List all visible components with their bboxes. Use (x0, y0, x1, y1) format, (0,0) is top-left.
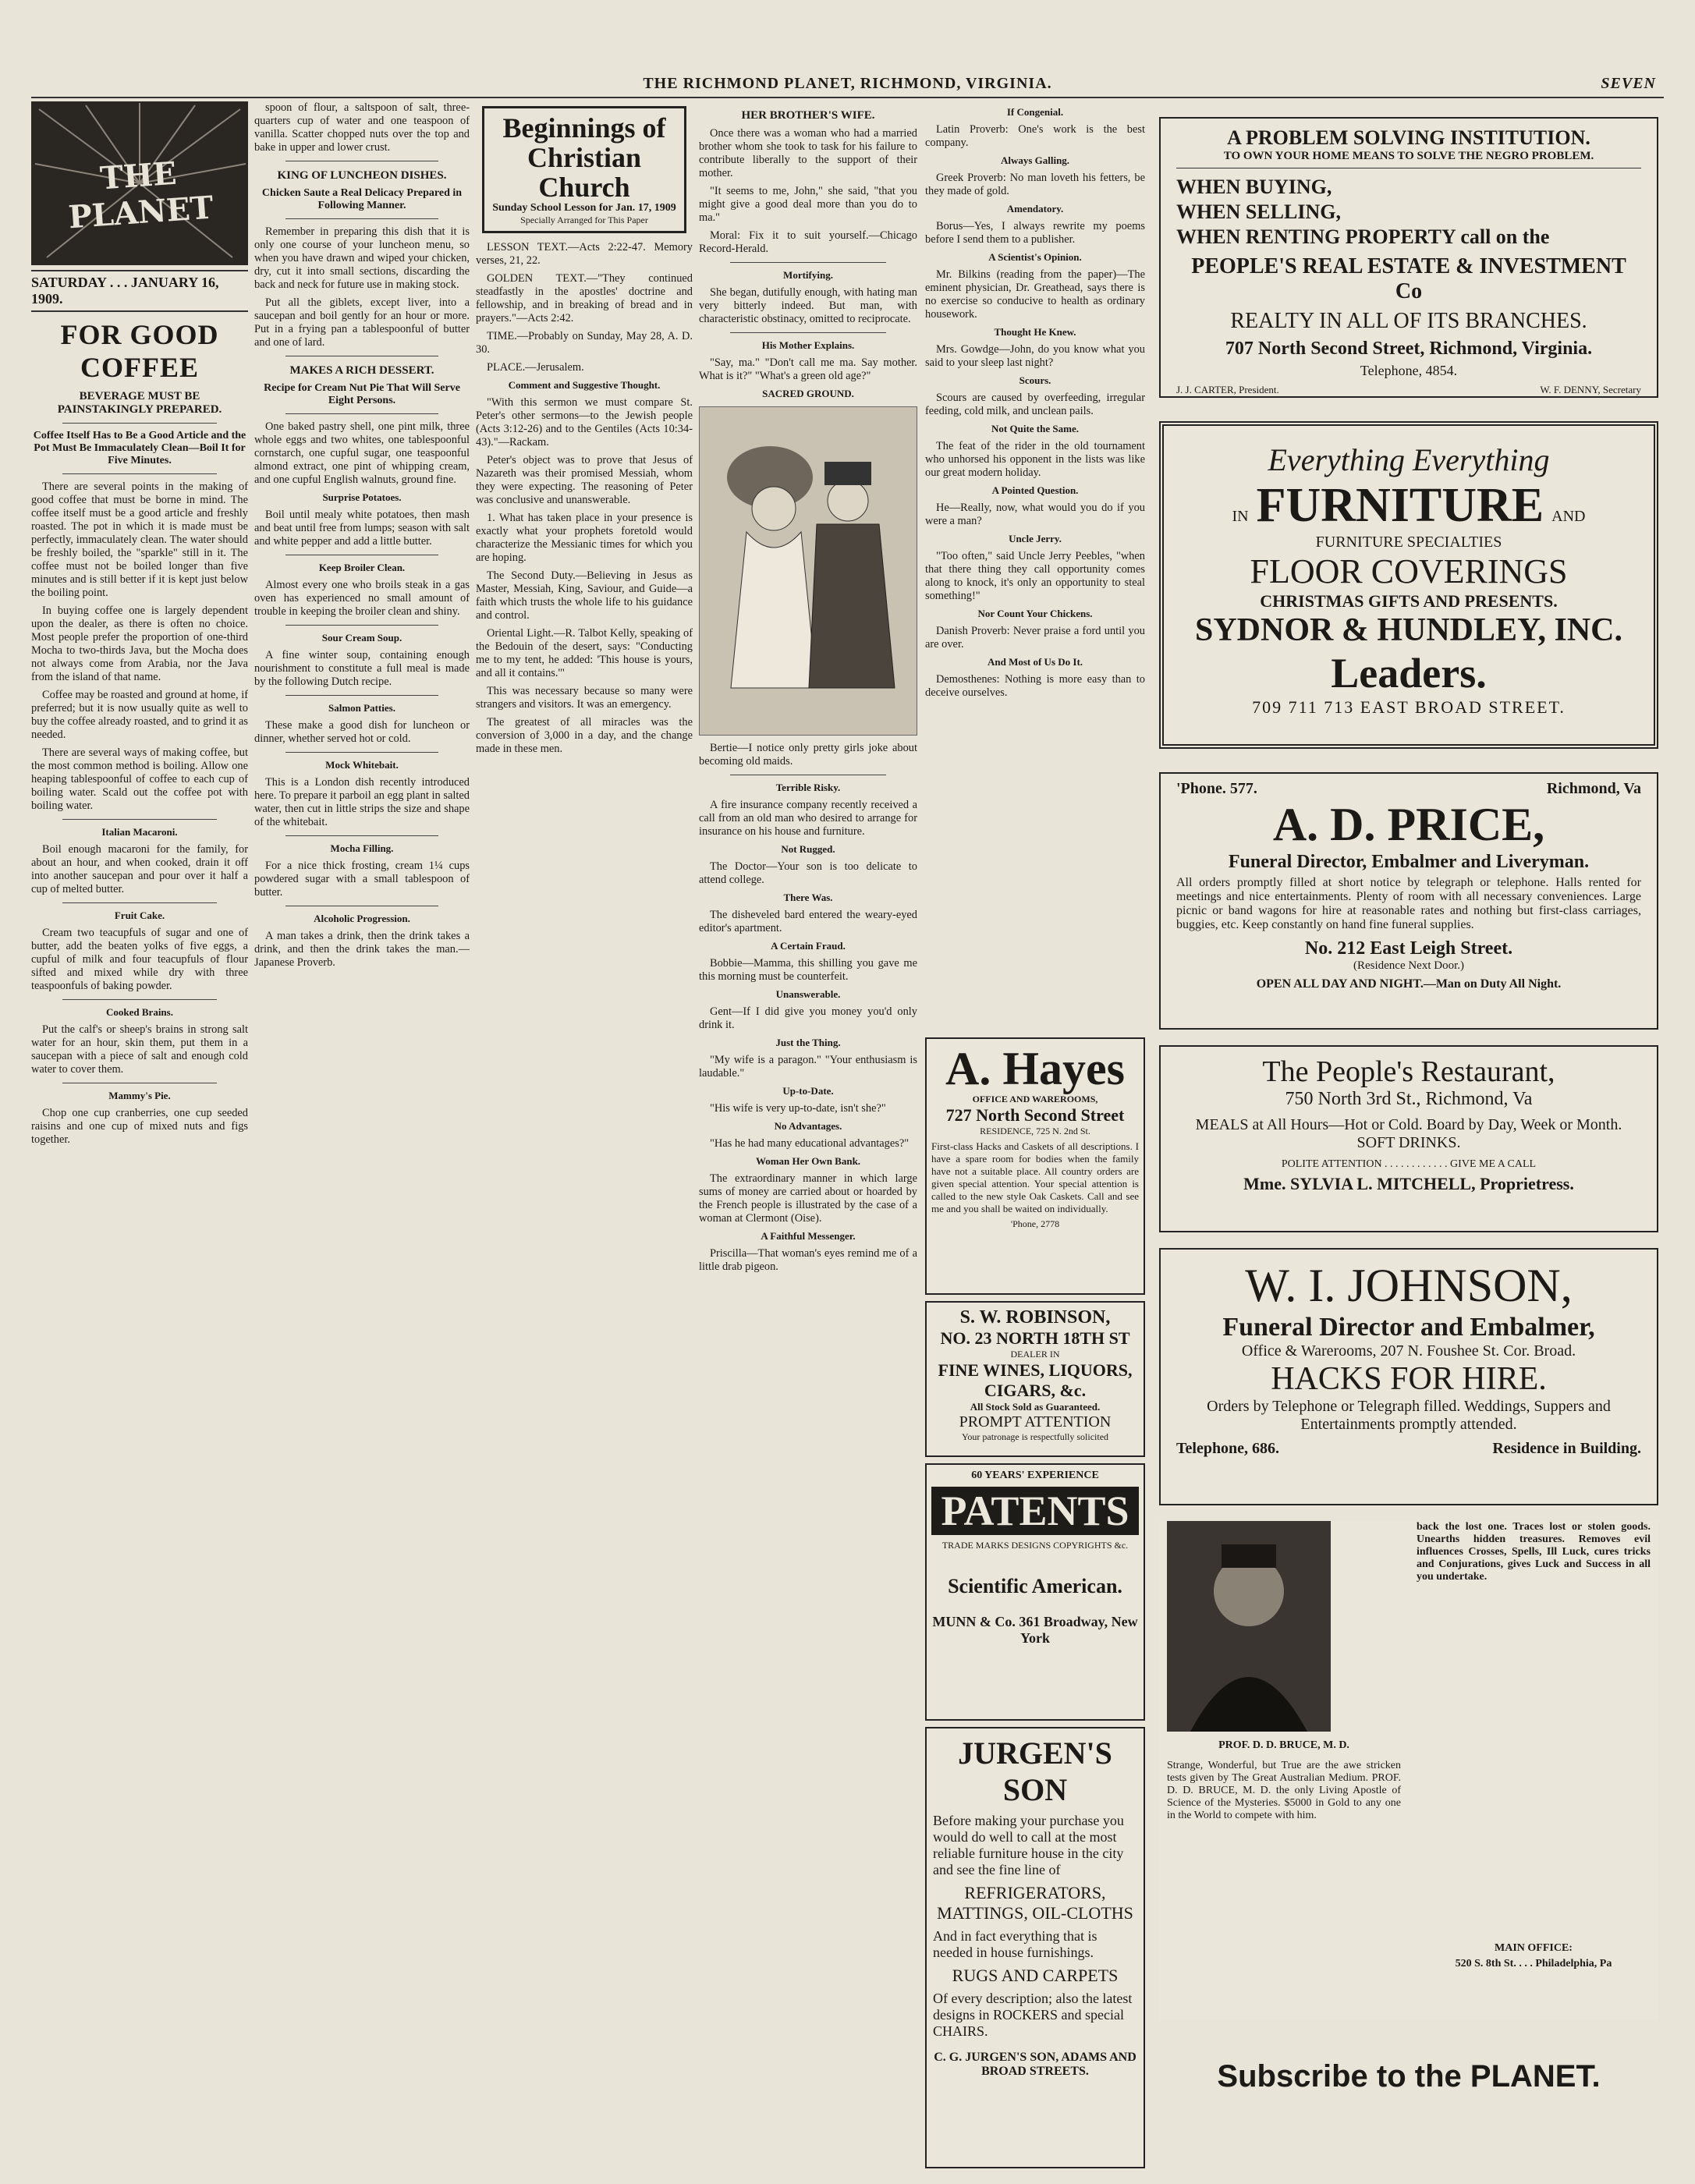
article-paragraph: GOLDEN TEXT.—"They continued steadfastly in the apostles' doctrine and fellowship, and in breaking of bread and in prayers."—Acts 2:42. (476, 272, 693, 324)
robinson-dealer: DEALER IN (1010, 1349, 1060, 1360)
heading-galling: Always Galling. (1000, 154, 1070, 166)
heading-dessert: MAKES A RICH DESSERT. (289, 364, 434, 377)
heading-mortifying: Mortifying. (783, 269, 833, 281)
patents-munn: MUNN & Co. 361 Broadway, New York (932, 1614, 1138, 1646)
heading-not-rugged: Not Rugged. (781, 843, 835, 855)
jurgens-goods: REFRIGERATORS, MATTINGS, OIL-CLOTHS (937, 1883, 1133, 1923)
heading-potatoes: Surprise Potatoes. (322, 491, 402, 503)
deck-luncheon: Chicken Saute a Real Delicacy Prepared in Following Manner. (261, 187, 463, 211)
bruce-portrait (1167, 1521, 1331, 1732)
sh-floor: FLOOR COVERINGS (1250, 552, 1568, 590)
article-paragraph: "My wife is a paragon." "Your enthusiasm is laudable." (699, 1054, 917, 1080)
article-paragraph: Borus—Yes, I always rewrite my poems before I send them to a publisher. (925, 220, 1145, 246)
price-body: All orders promptly filled at short notice by telegraph or telephone. Halls rented for meetings and nice entertainments. Plenty of room with all necessary conveniences. Large picnic or band wagons for hire at reasonable rates and nothing but first-class carriages, buggies, etc. Keep constantly on hand fine funeral supplies. (1176, 876, 1641, 931)
column-2 (254, 101, 470, 2168)
article-paragraph: This was necessary because so many were strangers and visitors. It was an emergency. (476, 685, 693, 711)
ad-sydnor-hundley (1159, 421, 1658, 749)
heading-pointed: A Pointed Question. (991, 484, 1079, 496)
article-paragraph: Cream two teacupfuls of sugar and one of butter, add the beaten yolks of five eggs, a cupful of milk and four teacupfuls of flour sifted and mixed while dry with three teaspoonfuls of baking powder. (31, 927, 248, 992)
price-city: Richmond, Va (1546, 780, 1641, 797)
subscribe-banner: Subscribe to the PLANET. (1217, 2059, 1601, 2094)
patents-years: 60 YEARS' EXPERIENCE (971, 1470, 1099, 1481)
article-paragraph: For a nice thick frosting, cream 1¼ cups powdered sugar with a small tablespoon of butter. (254, 860, 470, 899)
article-paragraph: "With this sermon we must compare St. Peter's other sermons—to the Jewish people (Acts 3:12-26) and to the Gentiles (Acts 10:34-43)."—Rackam. (476, 396, 693, 448)
masthead (31, 75, 1664, 98)
robinson-note: All Stock Sold as Guaranteed. (970, 1401, 1101, 1413)
sh-in: IN (1232, 508, 1249, 525)
jurgens-body: Before making your purchase you would do well to call at the most reliable furniture house in the city and see the fine line of (933, 1813, 1124, 1877)
article-paragraph: Put the calf's or sheep's brains in strong salt water for an hour, skin them, put them in a saucepan with a piece of salt and enough cold water to cover them. (31, 1023, 248, 1076)
heading-alcoholic: Alcoholic Progression. (314, 913, 410, 924)
heading-mother-explains: His Mother Explains. (761, 339, 855, 351)
article-paragraph: PLACE.—Jerusalem. (487, 361, 584, 374)
article-paragraph: The disheveled bard entered the weary-eyed editor's apartment. (699, 909, 917, 934)
article-paragraph: Mrs. Gowdge—John, do you know what you said to your sleep last night? (925, 343, 1145, 369)
bruce-caption: PROF. D. D. BRUCE, M. D. (1218, 1739, 1349, 1751)
heading-unanswerable: Unanswerable. (775, 988, 841, 1000)
article-paragraph: 1. What has taken place in your presence is exactly what your prophets foretold would characterize the Messianic times for which you are hoping. (476, 512, 693, 564)
article-paragraph: Gent—If I did give you money you'd only drink it. (699, 1005, 917, 1031)
psi-title: A PROBLEM SOLVING INSTITUTION. (1227, 126, 1590, 149)
heading-brothers-wife: HER BROTHER'S WIFE. (741, 109, 875, 122)
illustration-caption: Bertie—I notice only pretty girls joke about becoming old maids. (699, 742, 917, 768)
heading-most-of-us: And Most of Us Do It. (987, 656, 1083, 668)
heading-not-same: Not Quite the Same. (991, 423, 1079, 434)
article-paragraph: "Has he had many educational advantages?" (710, 1137, 910, 1150)
ad-restaurant (1159, 1045, 1658, 1232)
article-paragraph: Scours are caused by overfeeding, irregular feeding, cold milk, and unclean pails. (925, 392, 1145, 417)
heading-uncle-jerry: Uncle Jerry. (1009, 533, 1062, 544)
johnson-hacks: HACKS FOR HIRE. (1271, 1361, 1547, 1397)
price-phone: 'Phone. 577. (1176, 780, 1257, 797)
sh-name: SYDNOR & HUNDLEY, INC. (1194, 612, 1622, 648)
issue-date: SATURDAY . . . JANUARY 16, 1909. (31, 270, 248, 312)
heading-up-to-date: Up-to-Date. (782, 1085, 834, 1097)
restaurant-polite: POLITE ATTENTION . . . . . . . . . . . . GIVE ME A CALL (1281, 1158, 1537, 1170)
column-1 (31, 101, 248, 2168)
sacred-ground-illustration (699, 406, 917, 736)
robinson-goods: FINE WINES, LIQUORS, CIGARS, &c. (938, 1360, 1133, 1400)
johnson-title: Funeral Director and Embalmer, (1222, 1313, 1595, 1342)
robinson-name: S. W. ROBINSON, (959, 1307, 1111, 1328)
article-paragraph: Remember in preparing this dish that it is only one course of your luncheon menu, so when you have drawn and wiped your chicken, dry, cut it into small sections, discarding the back and neck for future use in making stock. (254, 225, 470, 291)
restaurant-name: The People's Restaurant, (1262, 1055, 1555, 1088)
lesson-title: Beginnings of Christian Church (502, 112, 666, 203)
article-paragraph: Danish Proverb: Never praise a ford until you are over. (925, 625, 1145, 651)
hayes-name: A. Hayes (945, 1043, 1125, 1094)
robinson-patronage: Your patronage is respectfully solicited (961, 1431, 1109, 1442)
psi-president: J. J. CARTER, President. (1176, 384, 1279, 395)
article-paragraph: Chop one cup cranberries, one cup seeded raisins and one cup of mixed nuts and figs together. (31, 1107, 248, 1146)
heading-mocha: Mocha Filling. (330, 842, 394, 854)
sh-address: 709 711 713 EAST BROAD STREET. (1252, 697, 1566, 717)
article-paragraph: Once there was a woman who had a married brother whom she took to task for his failure to contribute liberally to the support of their mother. (699, 127, 917, 179)
bruce-body: Strange, Wonderful, but True are the awe stricken tests given by The Great Australian Medium. PROF. D. D. BRUCE, M. D. the only Living Apostle of Science of the Mysteries. $5000 in Gold to any one in the World to compete with him. (1167, 1760, 1401, 1821)
article-paragraph: She began, dutifully enough, with hating man very bitterly indeed. But man, with characteristic obstinacy, omitted to reciprocate. (699, 286, 917, 325)
patents-sub: TRADE MARKS DESIGNS COPYRIGHTS &c. (941, 1540, 1129, 1551)
article-paragraph: "Too often," said Uncle Jerry Peebles, "when that there thing they call opportunity comes along to knock, it's only an opportunity to steal something!" (925, 550, 1145, 602)
heading-amendatory: Amendatory. (1006, 203, 1064, 214)
robinson-prompt: PROMPT ATTENTION (959, 1413, 1112, 1431)
bruce-address: 520 S. 8th St. . . . Philadelphia, Pa (1455, 1958, 1612, 1970)
illustration-title: SACRED GROUND. (762, 388, 854, 399)
article-paragraph: The greatest of all miracles was the conversion of 3,000 in a day, and the change made in these men. (476, 716, 693, 755)
sh-everything: Everything Everything (1268, 442, 1550, 477)
ad-real-estate (1159, 117, 1658, 398)
article-paragraph: Boil until mealy white potatoes, then mash and beat until free from lumps; season with salt and white pepper and add a little butter. (254, 509, 470, 548)
johnson-phone: Telephone, 686. (1176, 1440, 1280, 1457)
heading-scours: Scours. (1019, 374, 1051, 386)
ad-johnson (1159, 1248, 1658, 1505)
article-paragraph: Coffee may be roasted and ground at home, if preferred; but it is now usually quite as well to buy the coffee already roasted, and to grind it as needed. (31, 689, 248, 741)
heading-whitebait: Mock Whitebait. (325, 759, 399, 771)
article-paragraph: The extraordinary manner in which large sums of money are carried about or hoarded by the French people is illustrated by the case of a woman at Clermont (Oise). (699, 1172, 917, 1225)
heading-thought-knew: Thought He Knew. (994, 326, 1076, 338)
johnson-office: Office & Warerooms, 207 N. Foushee St. Cor. Broad. (1241, 1342, 1576, 1360)
heading-congenial: If Congenial. (1006, 106, 1064, 118)
johnson-body: Orders by Telephone or Telegraph filled. Weddings, Suppers and Entertainments promptly attended. (1207, 1398, 1611, 1433)
ad-patents (925, 1463, 1145, 1721)
article-paragraph: Put all the giblets, except liver, into a saucepan and boil gently for an hour or more. Put in a frying pan a tablespoonful of butter and one of lard. (254, 296, 470, 349)
ad-bruce (1159, 1521, 1658, 2020)
restaurant-meals: MEALS at All Hours—Hot or Cold. Board by Day, Week or Month. SOFT DRINKS. (1195, 1116, 1622, 1151)
article-paragraph: The Second Duty.—Believing in Jesus as Master, Messiah, King, Saviour, and Guide—a faith which trusts the whole life to his guidance and control. (476, 569, 693, 622)
jurgens-body-3: Of every description; also the latest designs in ROCKERS and special CHAIRS. (933, 1991, 1133, 2039)
article-paragraph: The Doctor—Your son is too delicate to attend college. (699, 860, 917, 886)
heading-risky: Terrible Risky. (775, 782, 841, 793)
heading-messenger: A Faithful Messenger. (761, 1230, 856, 1242)
column-5 (925, 101, 1145, 1037)
restaurant-address: 750 North 3rd St., Richmond, Va (1285, 1089, 1533, 1109)
portrait-icon (1167, 1521, 1331, 1732)
heading-there-was: There Was. (783, 892, 833, 903)
article-paragraph: TIME.—Probably on Sunday, May 28, A. D. 30. (476, 330, 693, 356)
hayes-address: 727 North Second Street (945, 1105, 1125, 1125)
ad-hayes (925, 1037, 1145, 1295)
deck-coffee: BEVERAGE MUST BE PAINSTAKINGLY PREPARED. (57, 390, 222, 416)
psi-address: 707 North Second Street, Richmond, Virginia. (1225, 339, 1593, 359)
jurgens-title: JURGEN'S SON (958, 1736, 1112, 1807)
bruce-main-office: MAIN OFFICE: (1495, 1942, 1573, 1954)
hayes-office: OFFICE AND WAREROOMS, (972, 1094, 1098, 1104)
article-paragraph: Oriental Light.—R. Talbot Kelly, speaking of the Bedouin of the desert, says: "Conducting me to my tent, he added: 'This house is yours, and all it contains.'" (476, 627, 693, 679)
heading-fraud: A Certain Fraud. (771, 940, 846, 952)
lesson-subtitle-2: Specially Arranged for This Paper (520, 214, 648, 225)
article-paragraph: Mr. Bilkins (reading from the paper)—The eminent physician, Dr. Greathead, says there is no exercise so conducive to health as ordinary housework. (925, 268, 1145, 321)
hayes-residence: RESIDENCE, 725 N. 2nd St. (980, 1126, 1090, 1136)
sh-and: AND (1551, 508, 1586, 525)
article-paragraph: There are several points in the making of good coffee that must be borne in mind. The coffee itself must be a good article and freshly roasted. The pot in which it is made must be perfectly, immaculately clean. The water should be freshly boiled, the "sparkle" still in it. The coffee must not be boiled longer than five minutes and is still better if it is kept just below the boiling point. (31, 480, 248, 599)
sh-furniture: FURNITURE (1256, 479, 1544, 532)
heading-comment: Comment and Suggestive Thought. (508, 379, 661, 391)
patents-title: PATENTS (931, 1487, 1139, 1535)
psi-phone: Telephone, 4854. (1360, 363, 1458, 378)
psi-company: PEOPLE'S REAL ESTATE & INVESTMENT Co (1191, 254, 1626, 303)
article-paragraph: A fine winter soup, containing enough nourishment to constitute a full meal is made by the following Dutch recipe. (254, 649, 470, 688)
heading-soup: Sour Cream Soup. (321, 632, 402, 644)
psi-line-1: WHEN BUYING, (1176, 176, 1332, 198)
article-paragraph: Demosthenes: Nothing is more easy than to deceive ourselves. (925, 673, 1145, 699)
article-paragraph: He—Really, now, what would you do if you were a man? (925, 502, 1145, 527)
article-paragraph: A man takes a drink, then the drink takes a drink, and then the drink takes the man.—Japanese Proverb. (254, 930, 470, 969)
article-paragraph: Peter's object was to prove that Jesus of Nazareth was their promised Messiah, whom they were expecting. The reasoning of Peter was conclusive and unanswerable. (476, 454, 693, 506)
sh-specialties: FURNITURE SPECIALTIES (1315, 534, 1502, 551)
article-paragraph: This is a London dish recently introduced here. To prepare it parboil an egg plant in salted water, then cut in little strips the size and shape of the whitebait. (254, 776, 470, 828)
heading-broiler: Keep Broiler Clean. (318, 562, 406, 573)
psi-secretary: W. F. DENNY, Secretary (1540, 384, 1641, 395)
lesson-subtitle: Sunday School Lesson for Jan. 17, 1909 (492, 202, 676, 214)
article-paragraph: "It seems to me, John," she said, "that you might give a good deal more than you do to ma." (699, 185, 917, 224)
hayes-phone: 'Phone, 2778 (1010, 1218, 1060, 1229)
price-title: Funeral Director, Embalmer and Liveryman. (1228, 852, 1590, 872)
article-paragraph: A fire insurance company recently received a call from an old man who desired to arrange for insurance on his house and furniture. (699, 799, 917, 838)
article-paragraph: In buying coffee one is largely dependent upon the dealer, as there is often no choice. Most people prefer the proportion of one-third Mocha to two-thirds Java, but the Mocha does not always come from Arabia, nor the Java from the island of that name. (31, 604, 248, 683)
article-paragraph: There are several ways of making coffee, but the most common method is boiling. Allow one heaping tablespoonful of coffee to each cup of boiling water. Scald out the coffee pot with boiling water. (31, 746, 248, 812)
planet-logo (31, 101, 248, 265)
price-open: OPEN ALL DAY AND NIGHT.—Man on Duty All Night. (1256, 977, 1562, 991)
jurgens-body-2: And in fact everything that is needed in house furnishings. (933, 1928, 1097, 1960)
heading-scientist: A Scientist's Opinion. (988, 251, 1082, 263)
johnson-residence: Residence in Building. (1492, 1440, 1641, 1457)
restaurant-proprietress: Mme. SYLVIA L. MITCHELL, Proprietress. (1243, 1174, 1574, 1193)
price-address: No. 212 East Leigh Street. (1304, 938, 1513, 959)
article-paragraph: Priscilla—That woman's eyes remind me of a little drab pigeon. (699, 1247, 917, 1273)
heading-pie: Mammy's Pie. (108, 1090, 171, 1101)
heading-no-advantages: No Advantages. (774, 1120, 842, 1132)
sh-leaders: Leaders. (1331, 650, 1487, 697)
ad-price (1159, 772, 1658, 1030)
column-3 (476, 101, 693, 2168)
psi-realty: REALTY IN ALL OF ITS BRANCHES. (1230, 309, 1587, 333)
masthead-title: THE RICHMOND PLANET, RICHMOND, VIRGINIA. (643, 75, 1052, 92)
johnson-name: W. I. JOHNSON, (1245, 1260, 1573, 1311)
article-paragraph: The feat of the rider in the old tournament who unhorsed his opponent in the lists was like our great modern holiday. (925, 440, 1145, 479)
article-paragraph: Bobbie—Mamma, this shilling you gave me this morning must be counterfeit. (699, 957, 917, 983)
psi-subtitle: TO OWN YOUR HOME MEANS TO SOLVE THE NEGRO PROBLEM. (1176, 150, 1641, 168)
heading-brains: Cooked Brains. (106, 1006, 173, 1018)
sunday-lesson-box (482, 106, 686, 233)
column-4 (699, 101, 917, 2168)
article-paragraph: LESSON TEXT.—Acts 2:22-47. Memory verses, 21, 22. (476, 241, 693, 267)
heading-own-bank: Woman Her Own Bank. (755, 1155, 861, 1167)
heading-macaroni: Italian Macaroni. (101, 826, 178, 838)
psi-line-3: WHEN RENTING PROPERTY call on the (1176, 225, 1550, 248)
headline-coffee: FOR GOOD COFFEE (60, 319, 219, 383)
ad-robinson (925, 1301, 1145, 1457)
article-paragraph: "His wife is very up-to-date, isn't she?" (710, 1102, 886, 1115)
jurgens-rugs: RUGS AND CARPETS (952, 1966, 1119, 1985)
heading-luncheon: KING OF LUNCHEON DISHES. (277, 169, 447, 182)
heading-just-the-thing: Just the Thing. (775, 1037, 841, 1048)
article-paragraph: Latin Proverb: One's work is the best company. (925, 123, 1145, 149)
couple-illustration-icon (700, 407, 917, 704)
sh-christmas: CHRISTMAS GIFTS AND PRESENTS. (1260, 591, 1558, 611)
heading-fruitcake: Fruit Cake. (114, 909, 165, 921)
article-paragraph: These make a good dish for luncheon or dinner, whether served hot or cold. (254, 719, 470, 745)
ad-jurgens (925, 1727, 1145, 2168)
robinson-address: NO. 23 NORTH 18TH ST (940, 1328, 1130, 1348)
psi-line-2: WHEN SELLING, (1176, 200, 1341, 223)
heading-chickens: Nor Count Your Chickens. (977, 608, 1093, 619)
article-paragraph: "Say, ma." "Don't call me ma. Say mother. What is it?" "What's a green old age?" (699, 356, 917, 382)
article-paragraph: Greek Proverb: No man loveth his fetters, be they made of gold. (925, 172, 1145, 197)
hayes-body: First-class Hacks and Caskets of all descriptions. I have a spare room for bodies when the family have not a suitable place. All country orders are given special attention. Your special attention is called to the new style Oak Caskets. Call and see me and you shall be waited on individually. (931, 1140, 1139, 1214)
logo-text: THE PLANET (67, 154, 215, 236)
subdeck-coffee: Coffee Itself Has to Be a Good Article and the Pot Must Be Immaculately Clean—Boil It for Five Minutes. (33, 430, 246, 466)
price-residence: (Residence Next Door.) (1353, 959, 1465, 972)
heading-salmon: Salmon Patties. (328, 702, 395, 714)
jurgens-signature: C. G. JURGEN'S SON, ADAMS AND BROAD STREETS. (934, 2051, 1137, 2078)
article-paragraph: Almost every one who broils steak in a gas oven has experienced no small amount of trouble in keeping the broiler clean and shiny. (254, 579, 470, 618)
article-paragraph: spoon of flour, a saltspoon of salt, three-quarters cup of water and one teaspoon of vanilla. Scatter chopped nuts over the top and bake in upper and lower crust. (254, 101, 470, 154)
article-paragraph: Moral: Fix it to suit yourself.—Chicago Record-Herald. (699, 229, 917, 255)
price-name: A. D. PRICE, (1272, 799, 1545, 850)
deck-dessert: Recipe for Cream Nut Pie That Will Serve Eight Persons. (264, 382, 460, 406)
article-paragraph: One baked pastry shell, one pint milk, three whole eggs and two whites, one tablespoonful cornstarch, one cupful sugar, one teaspoonful almond extract, one pint of whipping cream, and one cupful English walnuts, ground fine. (254, 420, 470, 486)
article-paragraph: Boil enough macaroni for the family, for about an hour, and when cooked, drain it off into another saucepan and pour over it half a cup of melted butter. (31, 843, 248, 895)
page-label: SEVEN (1601, 75, 1656, 92)
patents-scientific: Scientific American. (948, 1575, 1122, 1597)
bruce-body-2: back the lost one. Traces lost or stolen goods. Unearths hidden treasures. Removes evil influences Crosses, Spells, Ill Luck, cures tricks and Conjurations, gives Luck and Success in all you undertake. (1417, 1521, 1651, 1583)
